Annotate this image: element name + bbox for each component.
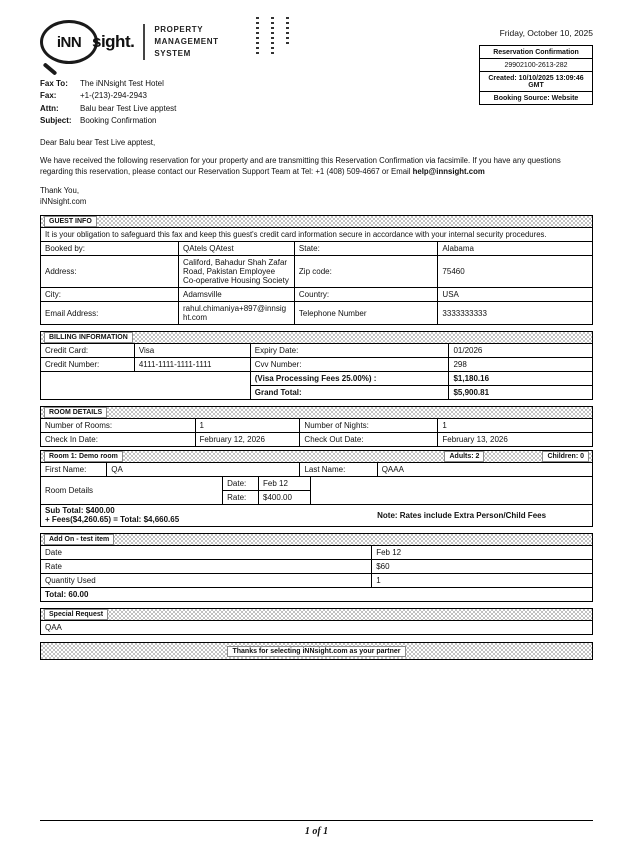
add-on-table xyxy=(40,545,593,602)
logo-brand-in: iNN xyxy=(56,33,82,51)
support-email: help@innsight.com xyxy=(412,167,485,177)
credit-number-label: Credit Number: xyxy=(41,358,135,372)
fax-mark xyxy=(271,17,274,57)
special-request-value: QAA xyxy=(41,621,593,635)
addon-rate-label: Rate xyxy=(41,560,372,574)
table-row xyxy=(41,419,593,433)
guest-notice-row xyxy=(41,228,593,242)
room-1-rate-table xyxy=(40,476,593,505)
table-row xyxy=(41,621,593,635)
state-label: State: xyxy=(294,242,438,256)
rate-value: $400.00 xyxy=(259,491,311,505)
booking-source: Booking Source: Website xyxy=(493,94,579,102)
billing-table xyxy=(40,343,593,400)
add-on-title: Add On - test item xyxy=(44,534,114,545)
expiry-label: Expiry Date: xyxy=(250,344,449,358)
room-1-totals xyxy=(40,504,593,527)
room-1-adults: Adults: 2 xyxy=(444,451,484,462)
logo-tagline-line1: PROPERTY xyxy=(154,25,204,34)
fax-to-label: Fax To: xyxy=(40,79,68,88)
logo-tagline xyxy=(154,24,218,60)
table-row xyxy=(41,288,593,302)
addon-qty-label: Quantity Used xyxy=(41,574,372,588)
room-1-children: Children: 0 xyxy=(542,451,589,462)
num-rooms-value: 1 xyxy=(195,419,300,433)
grand-total-label: Grand Total: xyxy=(250,386,449,400)
security-notice: It is your obligation to safeguard this fax and keep this guest's credit card information secure in accordance with your internal security procedures. xyxy=(41,228,593,242)
magnifier-lens-icon xyxy=(40,20,98,64)
addon-rate-value: $60 xyxy=(372,560,593,574)
rate-date-value: Feb 12 xyxy=(259,477,311,491)
fax-mark xyxy=(286,17,289,45)
addon-qty-value: 1 xyxy=(372,574,593,588)
state-value: Alabama xyxy=(438,242,593,256)
check-out-value: February 13, 2026 xyxy=(438,433,593,447)
fax-label: Fax: xyxy=(40,91,57,101)
room-1-guest-table xyxy=(40,462,593,477)
rate-date-label: Date: xyxy=(223,477,259,491)
table-row xyxy=(41,358,593,372)
table-row xyxy=(41,560,593,574)
booked-by-label: Booked by: xyxy=(41,242,179,256)
table-row xyxy=(41,546,593,560)
check-out-label: Check Out Date: xyxy=(300,433,438,447)
last-name-label: Last Name: xyxy=(300,463,377,477)
innsight-logo-mark xyxy=(40,20,134,64)
table-row xyxy=(41,372,593,386)
telephone-label: Telephone Number xyxy=(294,302,438,325)
expiry-value: 01/2026 xyxy=(449,344,593,358)
email-value: rahul.chimaniya+897@innsight.com xyxy=(179,302,295,325)
fax-value: +1-(213)-294-2943 xyxy=(80,91,147,101)
address-value: Califord, Bahadur Shah Zafar Road, Pakistan Employee Co-operative Housing Society xyxy=(179,256,295,288)
salutation: Dear Balu bear Test Live apptest, xyxy=(40,137,156,147)
page-number: 1 of 1 xyxy=(304,826,329,837)
country-value: USA xyxy=(438,288,593,302)
processing-fees-value: $1,180.16 xyxy=(449,372,593,386)
thanks-banner xyxy=(40,642,593,660)
thank-you: Thank You, xyxy=(40,186,80,196)
table-row xyxy=(41,463,593,477)
attn-value: Balu bear Test Live apptest xyxy=(80,103,177,113)
rate-empty-cell xyxy=(311,477,593,505)
table-row xyxy=(41,256,593,288)
subject-label: Subject: xyxy=(40,116,72,126)
billing-empty-cell xyxy=(41,372,251,400)
fees-total: + Fees($4,260.65) = Total: $4,660.65 xyxy=(45,515,180,525)
attn-label: Attn: xyxy=(40,103,59,113)
city-label: City: xyxy=(41,288,179,302)
telephone-value: 3333333333 xyxy=(438,302,593,325)
table-row xyxy=(41,242,593,256)
document-header xyxy=(40,20,593,104)
signature: iNNsight.com xyxy=(40,196,87,206)
credit-card-value: Visa xyxy=(134,344,250,358)
letter-paragraph xyxy=(40,156,593,178)
first-name-value: QA xyxy=(107,463,300,477)
fax-to-value: The iNNsight Test Hotel xyxy=(80,79,164,88)
logo-divider xyxy=(143,24,145,60)
num-rooms-label: Number of Rooms: xyxy=(41,419,196,433)
city-value: Adamsville xyxy=(179,288,295,302)
subject-row xyxy=(40,115,593,127)
letter-text: We have received the following reservation for your property and are transmitting this Reservation Confirmation via facsimile. If you have any questions regarding this reservation, please contact our Reservation Support Team at Tel: +1 (408) 509-4667 or Email xyxy=(40,156,561,177)
table-row xyxy=(41,344,593,358)
special-request-table xyxy=(40,620,593,635)
letter-body xyxy=(40,138,593,208)
letter-closing xyxy=(40,186,593,207)
page-number-footer xyxy=(40,820,593,839)
last-name-value: QAAA xyxy=(377,463,592,477)
addon-total: Total: 60.00 xyxy=(41,588,593,602)
booked-by-value: QAtels QAtest xyxy=(179,242,295,256)
confirmation-created: Created: 10/10/2025 13:09:46 GMT xyxy=(480,72,592,92)
cvv-label: Cvv Number: xyxy=(250,358,449,372)
billing-title: BILLING INFORMATION xyxy=(44,332,133,343)
table-row xyxy=(41,588,593,602)
thanks-banner-text: Thanks for selecting iNNsight.com as your partner xyxy=(227,646,405,657)
logo-tagline-line2: MANAGEMENT xyxy=(154,37,219,46)
num-nights-label: Number of Nights: xyxy=(300,419,438,433)
fax-mark xyxy=(256,17,259,57)
zip-label: Zip code: xyxy=(294,256,438,288)
room-details-table xyxy=(40,418,593,447)
room-1-title: Room 1: Demo room xyxy=(44,451,123,462)
room-details-cell-label: Room Details xyxy=(41,477,223,505)
rate-label: Rate: xyxy=(223,491,259,505)
num-nights-value: 1 xyxy=(438,419,593,433)
processing-fees-label: (Visa Processing Fees 25.00%) : xyxy=(250,372,449,386)
table-row xyxy=(41,433,593,447)
table-row xyxy=(41,477,593,491)
magnifier-handle-icon xyxy=(43,62,58,75)
check-in-label: Check In Date: xyxy=(41,433,196,447)
confirmation-title: Reservation Confirmation xyxy=(480,46,592,59)
table-row xyxy=(41,574,593,588)
fax-transmission-marks xyxy=(256,17,289,57)
addon-date-label: Date xyxy=(41,546,372,560)
address-label: Address: xyxy=(41,256,179,288)
cvv-value: 298 xyxy=(449,358,593,372)
check-in-value: February 12, 2026 xyxy=(195,433,300,447)
special-request-title: Special Request xyxy=(44,609,108,620)
document-date: Friday, October 10, 2025 xyxy=(499,28,593,38)
guest-info-title: GUEST INFO xyxy=(44,216,97,227)
rates-note: Note: Rates include Extra Person/Child Fees xyxy=(377,511,547,521)
sub-total: Sub Total: $400.00 xyxy=(45,506,115,516)
header-right xyxy=(479,28,593,105)
confirmation-number: 29902100-2613-282 xyxy=(480,59,592,72)
credit-number-value: 4111-1111-1111-1111 xyxy=(134,358,250,372)
addon-date-value: Feb 12 xyxy=(372,546,593,560)
reservation-confirmation-box xyxy=(479,45,593,105)
email-label: Email Address: xyxy=(41,302,179,325)
logo-tagline-line3: SYSTEM xyxy=(154,49,191,58)
table-row xyxy=(41,302,593,325)
country-label: Country: xyxy=(294,288,438,302)
subject-value: Booking Confirmation xyxy=(80,116,157,126)
grand-total-value: $5,900.81 xyxy=(449,386,593,400)
zip-value: 75460 xyxy=(438,256,593,288)
credit-card-label: Credit Card: xyxy=(41,344,135,358)
room-details-title: ROOM DETAILS xyxy=(44,407,107,418)
first-name-label: First Name: xyxy=(41,463,107,477)
guest-info-table xyxy=(40,227,593,325)
logo-brand-out: sight. xyxy=(92,32,135,51)
